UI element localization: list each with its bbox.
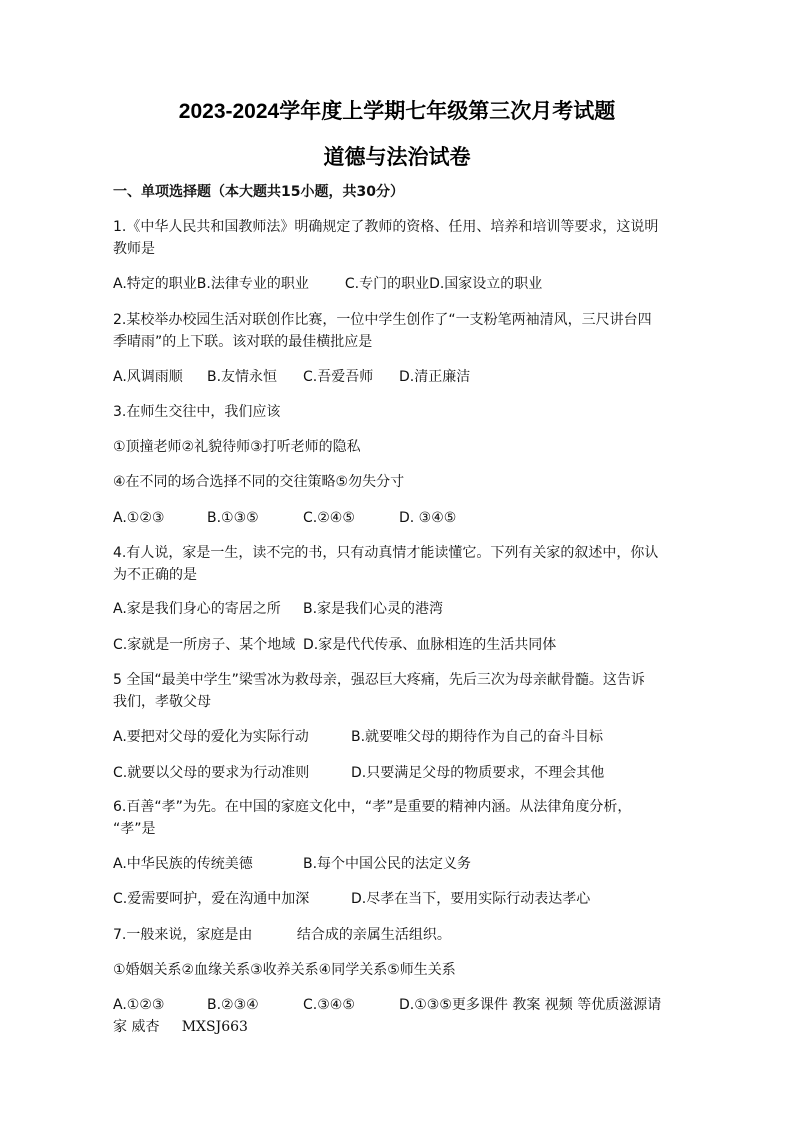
question-6-line-2: “孝”是 xyxy=(113,821,156,837)
q2-option-d: D.清正廉洁 xyxy=(399,369,471,385)
question-4-line-1: 4.有人说，家是一生，读不完的书，只有动真情才能读懂它。下列有关家的叙述中，你认 xyxy=(113,545,659,561)
q3-option-d: D. ③④⑤ xyxy=(399,510,457,526)
q5-option-c: C.就要以父母的要求为行动准则 xyxy=(113,765,310,781)
q1-option-b: B.法律专业的职业 xyxy=(196,276,309,292)
q4-option-a: A.家是我们身心的寄居之所 xyxy=(113,601,281,617)
q5-option-b: B.就要唯父母的期待作为自己的奋斗目标 xyxy=(351,729,604,745)
q5-option-d: D.只要满足父母的物质要求，不理会其他 xyxy=(351,765,605,781)
question-1-line-2: 教师是 xyxy=(113,241,155,257)
question-7-items-1: ①婚姻关系②血缘关系③收养关系④同学关系⑤师生关系 xyxy=(113,962,456,978)
q6-option-a: A.中华民族的传统美德 xyxy=(113,856,253,872)
question-1-options xyxy=(113,275,693,293)
q7-option-a: A.①②③ xyxy=(113,997,165,1013)
question-3-items-1: ①顶撞老师②礼貌待师③打听老师的隐私 xyxy=(113,439,361,455)
section-heading: 一、单项选择题（本大题共15小题，共30分） xyxy=(113,184,404,200)
q6-option-c: C.爱需要呵护，爱在沟通中加深 xyxy=(113,891,310,907)
q4-option-b: B.家是我们心灵的港湾 xyxy=(303,601,444,617)
q3-option-c: C.②④⑤ xyxy=(303,510,355,526)
page-footer-note: 家 威杏 MXSJ663 xyxy=(113,1019,248,1035)
question-5-line-1: 5 全国“最美中学生”梁雪冰为救母亲，强忍巨大疼痛，先后三次为母亲献骨髓。这告诉 xyxy=(113,672,645,688)
page-title: 2023-2024学年度上学期七年级第三次月考试题 xyxy=(178,100,616,123)
q7-option-d: D.①③⑤更多课件 教案 视频 等优质滋源请 xyxy=(399,997,662,1013)
page-subtitle: 道德与法治试卷 xyxy=(323,146,471,169)
q7-option-b: B.②③④ xyxy=(207,997,259,1013)
q6-option-b: B.每个中国公民的法定义务 xyxy=(303,856,472,872)
q3-option-b: B.①③⑤ xyxy=(207,510,259,526)
q5-option-a: A.要把对父母的爱化为实际行动 xyxy=(113,729,309,745)
q1-option-c: C.专门的职业 xyxy=(344,276,430,292)
q1-option-a: A.特定的职业 xyxy=(113,276,197,292)
question-2-line-1: 2.某校举办校园生活对联创作比赛，一位中学生创作了“一支粉笔两袖清风，三尺讲台四 xyxy=(113,312,652,328)
q6-option-d: D.尽孝在当下，要用实际行动表达孝心 xyxy=(351,891,591,907)
question-3-line-1: 3.在师生交往中，我们应该 xyxy=(113,404,281,420)
q7-option-c: C.③④⑤ xyxy=(303,997,355,1013)
q1-option-d: D.国家设立的职业 xyxy=(429,276,543,292)
question-2-line-2: 季晴雨”的上下联。该对联的最佳横批应是 xyxy=(113,334,373,350)
question-3-items-2: ④在不同的场合选择不同的交往策略⑤勿失分寸 xyxy=(113,474,405,490)
question-5-line-2: 我们，孝敬父母 xyxy=(113,694,211,710)
question-1-line-1: 1.《中华人民共和国教师法》明确规定了教师的资格、任用、培养和培训等要求，这说明 xyxy=(113,219,659,235)
q4-option-d: D.家是代代传承、血脉相连的生活共同体 xyxy=(303,637,557,653)
question-4-line-2: 为不正确的是 xyxy=(113,567,197,583)
q3-option-a: A.①②③ xyxy=(113,510,165,526)
q2-option-a: A.风调雨顺 xyxy=(113,369,183,385)
q2-option-c: C.吾爱吾师 xyxy=(303,369,374,385)
q4-option-c: C.家就是一所房子、某个地域 xyxy=(113,637,296,653)
question-6-line-1: 6.百善“孝”为先。在中国的家庭文化中，“孝”是重要的精神内涵。从法律角度分析， xyxy=(113,799,632,815)
q2-option-b: B.友情永恒 xyxy=(207,369,278,385)
question-7-line-1: 7.一般来说，家庭是由 结合成的亲属生活组织。 xyxy=(113,927,451,943)
